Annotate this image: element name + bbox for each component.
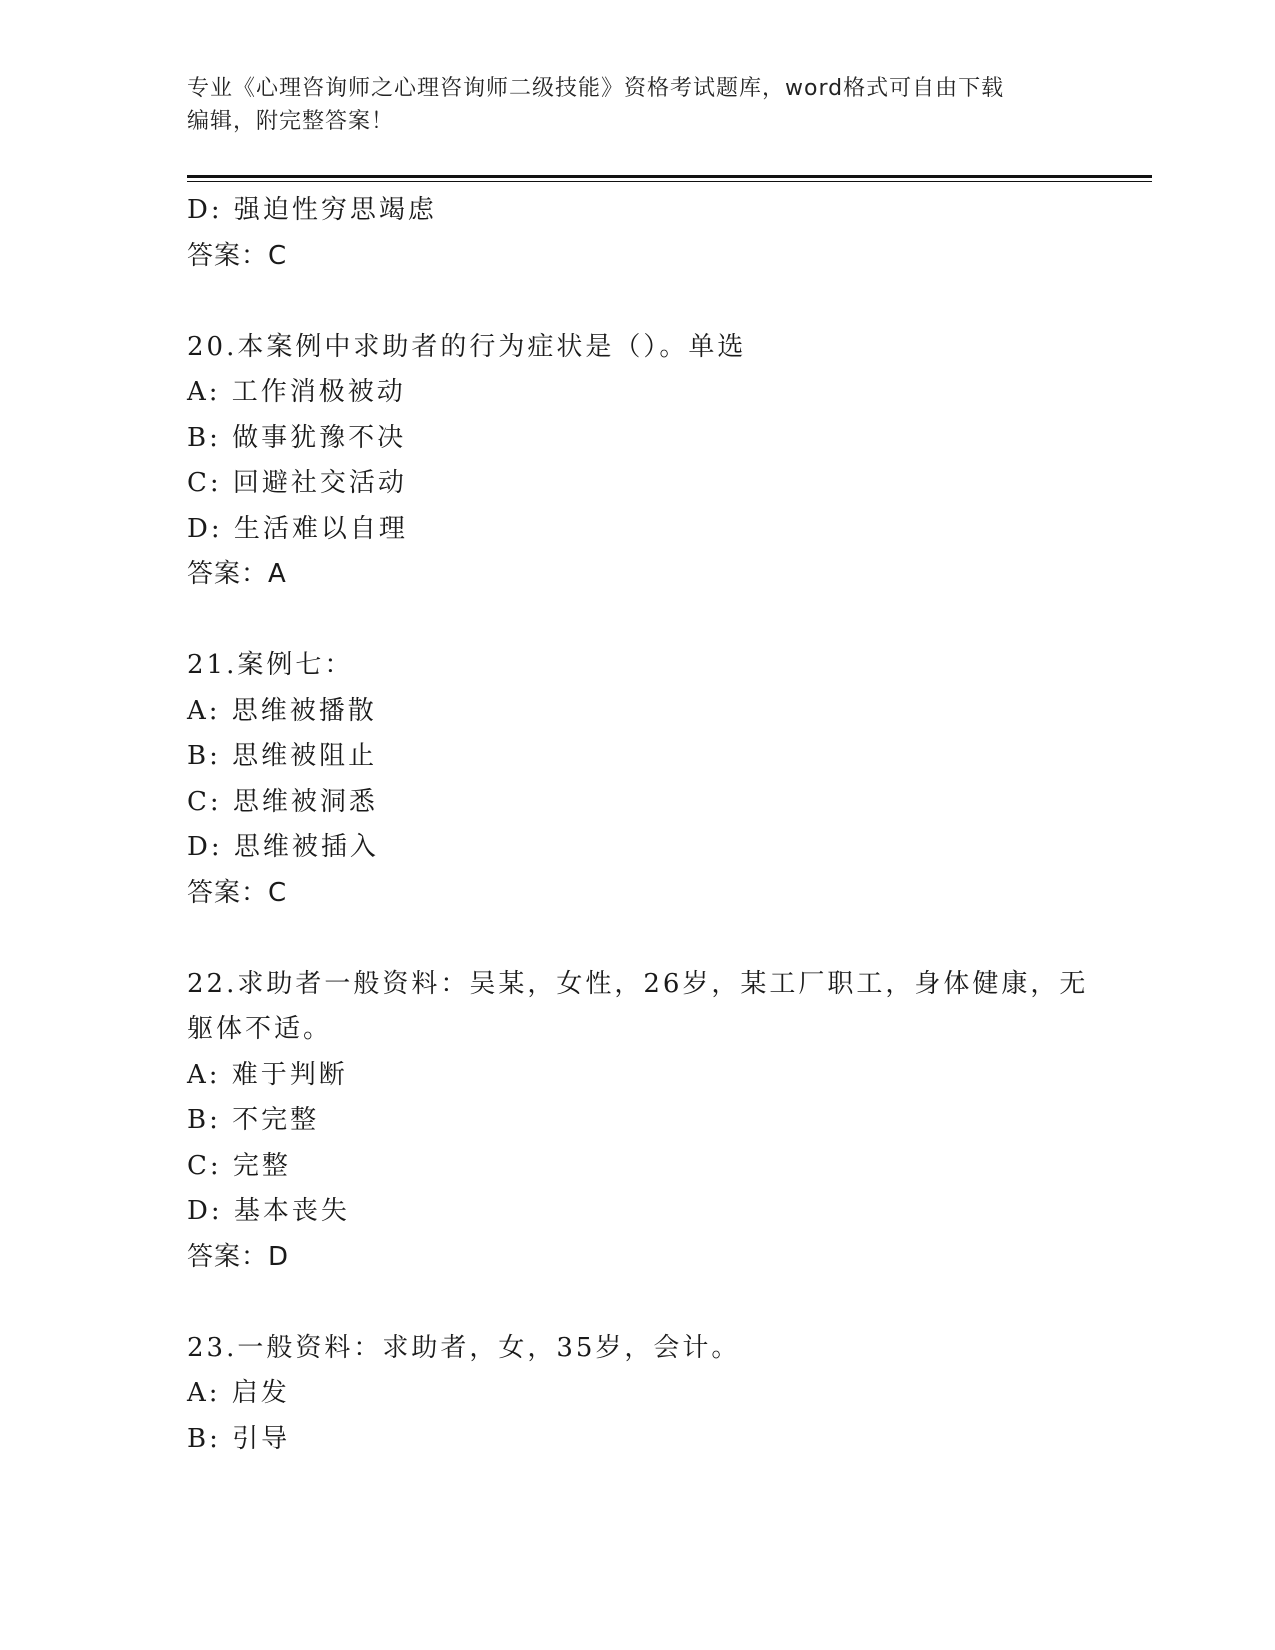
question-19-tail [187,188,1087,279]
option-a: A: 难于判断 [187,1059,348,1090]
header-divider-thick [187,175,1152,178]
option-a: A: 启发 [187,1378,290,1408]
spacer [187,279,1087,325]
question-text: 23.一般资料：求助者，女，35岁，会计。 [187,1332,741,1363]
option-d: D: 强迫性穷思竭虑 [187,195,437,225]
option-d: D: 生活难以自理 [187,513,408,544]
option-b: B: 做事犹豫不决 [187,422,407,453]
question-list [187,188,1087,1462]
header-divider-thin [187,181,1152,182]
answer-label: 答案：C [187,240,288,271]
header-line-2: 编辑，附完整答案！ [187,109,395,134]
option-b: B: 思维被阻止 [187,741,378,771]
document-header [187,72,1087,138]
answer-label: 答案：C [187,877,288,908]
question-text-line-2: 躯体不适。 [187,1014,333,1044]
answer-label: 答案：A [187,559,287,589]
option-a: A: 工作消极被动 [187,377,406,407]
question-text-line-1: 22.求助者一般资料：吴某，女性，26岁，某工厂职工，身体健康，无 [187,968,1089,999]
question-21 [187,643,1087,916]
question-text: 20.本案例中求助者的行为症状是（）。单选 [187,331,747,362]
spacer [187,916,1087,962]
option-d: D: 思维被插入 [187,832,379,862]
option-b: B: 引导 [187,1423,291,1454]
option-c: C: 完整 [187,1150,291,1181]
question-text: 21.案例七： [187,650,354,680]
question-20 [187,325,1087,598]
question-23 [187,1326,1087,1463]
option-c: C: 思维被洞悉 [187,786,378,817]
option-a: A: 思维被播散 [187,695,377,726]
option-c: C: 回避社交活动 [187,468,407,498]
answer-label: 答案：D [187,1241,290,1272]
question-22 [187,962,1087,1281]
header-line-1: 专业《心理咨询师之心理咨询师二级技能》资格考试题库，word格式可自由下载 [187,76,1005,101]
spacer [187,1280,1087,1326]
option-d: D: 基本丧失 [187,1196,350,1226]
spacer [187,598,1087,644]
option-b: B: 不完整 [187,1105,320,1135]
